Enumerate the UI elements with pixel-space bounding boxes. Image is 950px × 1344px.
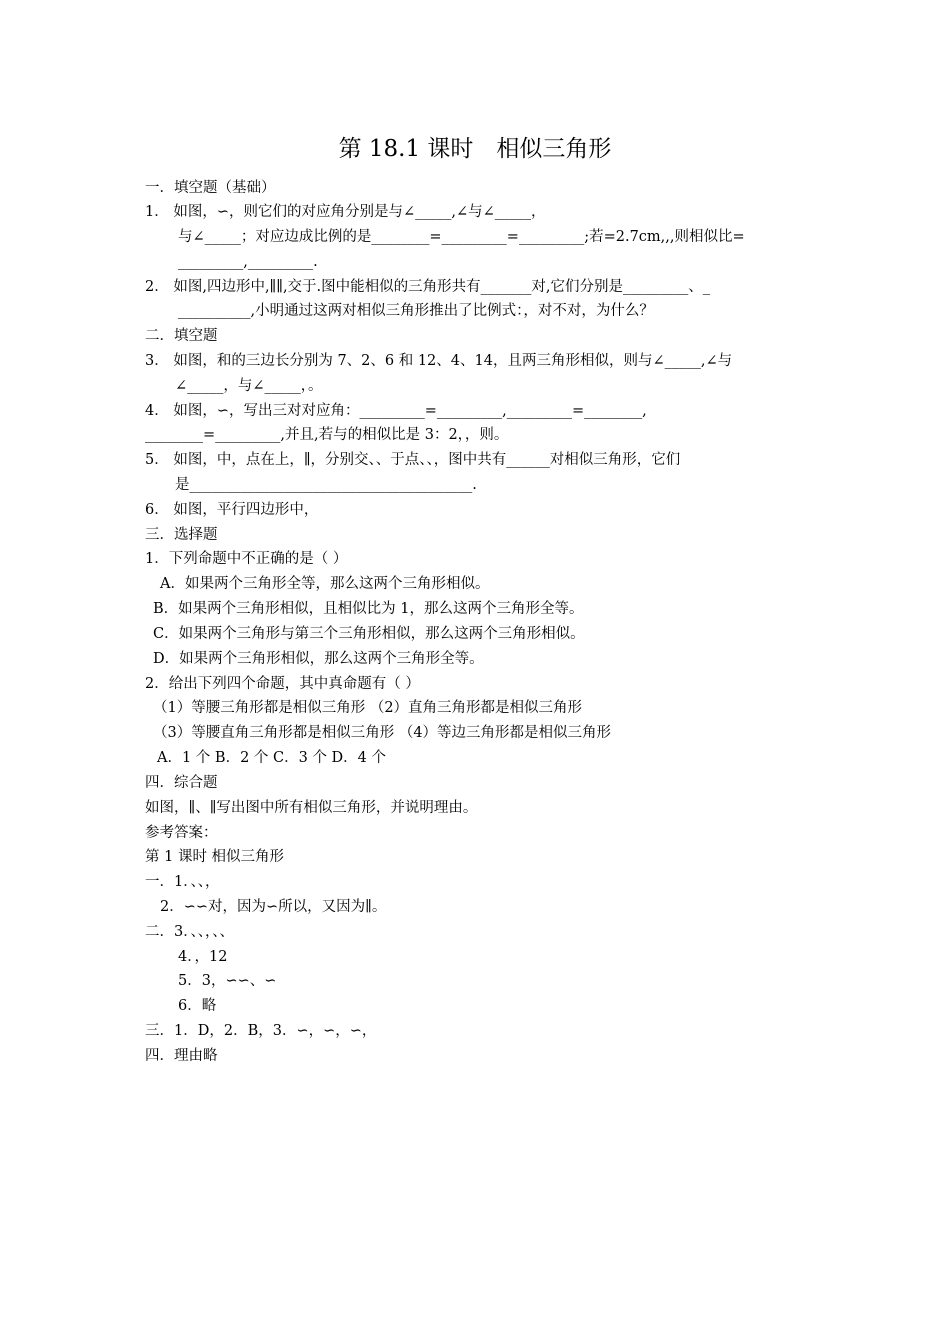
choice-2-propositions-1: （1）等腰三角形都是相似三角形 （2）直角三角形都是相似三角形 [153,700,583,716]
question-2-line-1: 2． 如图,四边形中,∥∥,交于.图中能相似的三角形共有_______对,它们分别是_________、_ [145,279,711,295]
question-4-line-1: 4． 如图，∽，写出三对对应角：_________=_________,_________=________, [145,403,647,419]
choice-1-option-a: A．如果两个三角形全等，那么这两个三角形相似。 [160,576,490,592]
section-heading-3: 三．选择题 [145,527,218,543]
question-6-line-1: 6． 如图，平行四边形中， [145,502,319,518]
choice-1-option-c: C．如果两个三角形与第三个三角形相似，那么这两个三角形相似。 [153,626,585,642]
answer-line-2: 2．∽∽对，因为∽所以，又因为∥。 [160,899,387,915]
question-1-line-1: 1． 如图，∽，则它们的对应角分别是与∠_____,∠与∠_____， [145,204,546,220]
question-3-line-1: 3． 如图，和的三边长分别为 7、2、6 和 12、4、14，且两三角形相似，则与∠_____,∠与 [145,353,733,369]
choice-1-option-b: B．如果两个三角形相似，且相似比为 1，那么这两个三角形全等。 [153,601,584,617]
choice-1-option-d: D．如果两个三角形相似，那么这两个三角形全等。 [153,651,484,667]
section-heading-1: 一．填空题（基础） [145,180,276,196]
answer-line-8: 四．理由略 [145,1048,218,1064]
answer-line-1: 一．1．、、， [145,874,220,890]
answer-line-3: 二．3．、、，、、 [145,924,234,940]
answer-line-6: 6．略 [178,998,217,1014]
answers-lesson-title: 第 1 课时 相似三角形 [145,849,285,865]
question-2-line-2: __________,小明通过这两对相似三角形推出了比例式：，对不对，为什么？ [178,303,654,319]
question-5-line-2: 是_______________________________________. [175,477,477,493]
answers-heading: 参考答案： [145,825,218,841]
section-heading-2: 二．填空题 [145,328,218,344]
question-5-line-1: 5． 如图，中，点在上，∥，分别交、、于点、、，图中共有______对相似三角形，它们 [145,452,681,468]
page-title: 第 18.1 课时 相似三角形 [338,136,612,162]
question-4-line-2: ________=_________,并且,若与的相似比是 3：2，，则。 [145,427,509,443]
choice-2-propositions-2: （3）等腰直角三角形都是相似三角形 （4）等边三角形都是相似三角形 [153,725,612,741]
synthesis-question: 如图，∥、∥写出图中所有相似三角形，并说明理由。 [145,800,478,816]
choice-2-stem: 2．给出下列四个命题，其中真命题有（ ） [145,676,420,692]
answer-line-7: 三．1．D，2．B，3．∽，∽，∽， [145,1023,377,1039]
answer-line-5: 5．3，∽∽、∽ [178,973,277,989]
question-3-line-2: ∠_____，与∠_____，。 [175,378,323,394]
answer-line-4: 4．，12 [178,949,228,965]
question-1-line-2: 与∠_____；对应边成比例的是________=_________=_________;若=2.7cm,,,则相似比= [178,229,745,245]
choice-1-stem: 1．下列命题中不正确的是（ ） [145,551,348,567]
question-1-line-3: _________,_________. [178,254,318,270]
section-heading-4: 四．综合题 [145,775,218,791]
choice-2-options: A．1 个 B．2 个 C．3 个 D．4 个 [157,750,387,766]
